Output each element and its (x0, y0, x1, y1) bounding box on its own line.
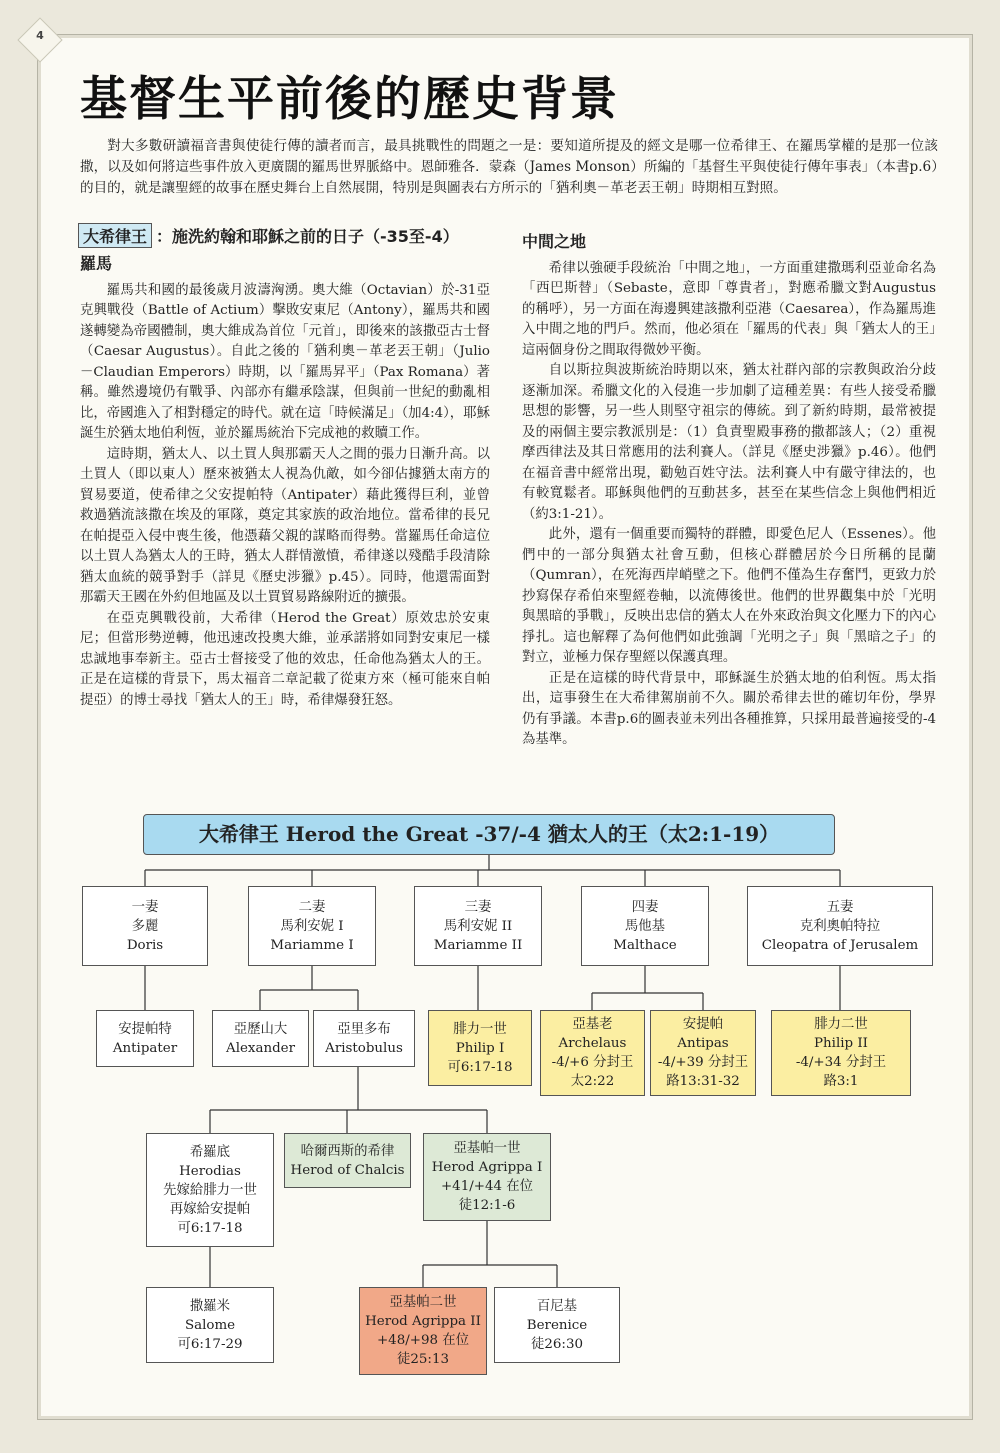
grandchild-node: 亞基帕一世 Herod Agrippa I +41/+44 在位 徒12:1-6 (423, 1133, 551, 1221)
wife-node: 二妻 馬利安妮 I Mariamme I (248, 886, 376, 966)
wife-node: 四妻 馬他基 Malthace (581, 886, 709, 966)
great-grandchild-node: 亞基帕二世 Herod Agrippa II +48/+98 在位 徒25:13 (359, 1287, 487, 1375)
wife-node: 三妻 馬利安妮 II Mariamme II (414, 886, 542, 966)
left-paragraph: 在亞克興戰役前，大希律（Herod the Great）原效忠於安東尼；但當形勢逆轉，他迅速改投奧大維，並承諾將如同對安東尼一樣忠誠地事奉新主。亞古士督接受了他的效忠，任命他為猶太人的王。正是在這樣的背景下，馬太福音二章記載了從東方來（極可能來自帕提亞）的博士尋找「猶太人的王」時，希律爆發狂怒。 (80, 610, 490, 708)
wife-node: 一妻 多麗 Doris (82, 886, 208, 966)
connector-line (145, 855, 840, 886)
grandchild-node: 哈爾西斯的希律 Herod of Chalcis (284, 1133, 411, 1188)
child-node: 亞歷山大 Alexander (212, 1010, 309, 1067)
child-node: 亞基老 Archelaus -4/+6 分封王 太2:22 (540, 1010, 645, 1096)
right-paragraph: 自以斯拉與波斯統治時期以來，猶太社群內部的宗教與政治分歧逐漸加深。希臘文化的入侵進一步加劇了這種差異：有些人接受希臘思想的影響，另一些人則堅守祖宗的傳統。到了新約時期，最常被提及的兩個主要宗教派別是：（1）負責聖殿事務的撒都該人；（2）重視摩西律法及其日常應用的法利賽人。（詳見《歷史涉獵》p.46）。他們在福音書中經常出現，勸勉百姓守法。法利賽人中有嚴守律法的，也有較寬鬆者。耶穌與他們的互動甚多，甚至在某些信念上與他們相近（約3:1-21）。 (522, 363, 936, 522)
connector-line (592, 966, 703, 1010)
connector-line (423, 1221, 557, 1287)
great-grandchild-node: 百尼基 Berenice 徒26:30 (494, 1287, 620, 1363)
child-node: 安提帕特 Antipater (96, 1010, 194, 1067)
section-subtitle: ：施洗約翰和耶穌之前的日子（-35至-4） (156, 227, 459, 246)
herod-the-great-node: 大希律王 Herod the Great -37/-4 猶太人的王（太2:1-19） (143, 814, 835, 855)
left-heading: 羅馬 (80, 254, 113, 273)
child-node: 腓力一世 Philip I 可6:17-18 (428, 1010, 532, 1086)
child-node: 腓力二世 Philip II -4/+34 分封王 路3:1 (771, 1010, 911, 1096)
right-heading: 中間之地 (522, 232, 587, 251)
child-node: 安提帕 Antipas -4/+39 分封王 路13:31-32 (650, 1010, 756, 1096)
left-paragraph: 這時期，猶太人、以土買人與那霸天人之間的張力日漸升高。以土買人（即以東人）歷來被猶太人視為仇敵，如今卻佔據猶太南方的貿易要道，使希律之父安提帕特（Antipater）藉此獲得巨利，並曾救過猶流該撒在埃及的軍隊，奠定其家族的政治地位。當希律的長兄在帕提亞入侵中喪生後，他憑藉父親的謀略而得勢。當羅馬任命這位以土買人為猶太人的王時，猶太人群情激憤，希律遂以殘酷手段清除猶太血統的競爭對手（詳見《歷史涉獵》p.45）。同時，他還需面對那霸天王國在外約但地區及以土買貿易路線附近的擴張。 (80, 446, 490, 605)
wife-node: 五妻 克利奧帕特拉 Cleopatra of Jerusalem (747, 886, 933, 966)
right-paragraph: 希律以強硬手段統治「中間之地」，一方面重建撒瑪利亞並命名為「西巴斯替」（Sebaste，意即「尊貴者」，對應希臘文對Augustus 的稱呼），另一方面在海邊興建該撒利亞港（Caesarea），作為羅馬進入中間之地的門戶。然而，他必須在「羅馬的代表」與「猶太人的王」這兩個身份之間取得微妙平衡。 (522, 260, 936, 358)
intro-paragraph: 對大多數研讀福音書與使徒行傳的讀者而言，最具挑戰性的問題之一是：要知道所提及的經文是哪一位希律王、在羅馬掌權的是那一位該撒，以及如何將這些事件放入更廣闊的羅馬世界脈絡中。恩師雅各．蒙森（James Monson）所編的「基督生平與使徒行傳年事表」（本書p.6）的目的，就是讓聖經的故事在歷史舞台上自然展開，特別是與圖表右方所示的「猶利奧－革老丟王朝」時期相互對照。 (80, 138, 938, 196)
section-label: 大希律王 (78, 223, 152, 248)
child-node: 亞里多布 Aristobulus (313, 1010, 415, 1067)
right-paragraph: 正是在這樣的時代背景中，耶穌誕生於猶太地的伯利恆。馬太指出，這事發生在大希律駕崩前不久。關於希律去世的確切年份，學界仍有爭議。本書p.6的圖表並未列出各種推算，只採用最普遍接受的-4為基準。 (522, 670, 936, 747)
grandchild-node: 希羅底 Herodias 先嫁給腓力一世 再嫁給安提帕 可6:17-18 (146, 1133, 274, 1247)
left-paragraph: 羅馬共和國的最後歲月波濤洶湧。奧大維（Octavian）於-31亞克興戰役（Battle of Actium）擊敗安東尼（Antony），羅馬共和國遂轉變為帝國體制，奧大維成為首位「元首」，即後來的該撒亞古士督（Caesar Augustus）。自此之後的「猶利奧－革老丟王朝」（Julio－Claudian Emperors）時期，以「羅馬昇平」（Pax Romana）著稱。雖然邊境仍有戰爭、內部亦有繼承陰謀，但與前一世紀的動亂相比，帝國進入了相對穩定的時代。就在這「時候滿足」（加4:4），耶穌誕生於猶太地伯利恆，並於羅馬統治下完成祂的救贖工作。 (80, 282, 490, 441)
great-grandchild-node: 撒羅米 Salome 可6:17-29 (146, 1287, 274, 1363)
connector-line (260, 966, 358, 1010)
page-title: 基督生平前後的歷史背景 (80, 72, 619, 127)
page-number: 4 (36, 29, 44, 42)
right-paragraph: 此外，還有一個重要而獨特的群體，即愛色尼人（Essenes）。他們中的一部分與猶太社會互動，但核心群體居於今日所稱的昆蘭（Qumran），在死海西岸峭壁之下。他們不僅為生存奮鬥，更致力於抄寫保存希伯來聖經卷軸，以流傳後世。他們的世界觀集中於「光明與黑暗的爭戰」，反映出忠信的猶太人在外來政治與文化壓力下的內心掙扎。這也解釋了為何他們如此強調「光明之子」與「黑暗之子」的對立，並極力保存聖經以保護真理。 (522, 527, 936, 665)
